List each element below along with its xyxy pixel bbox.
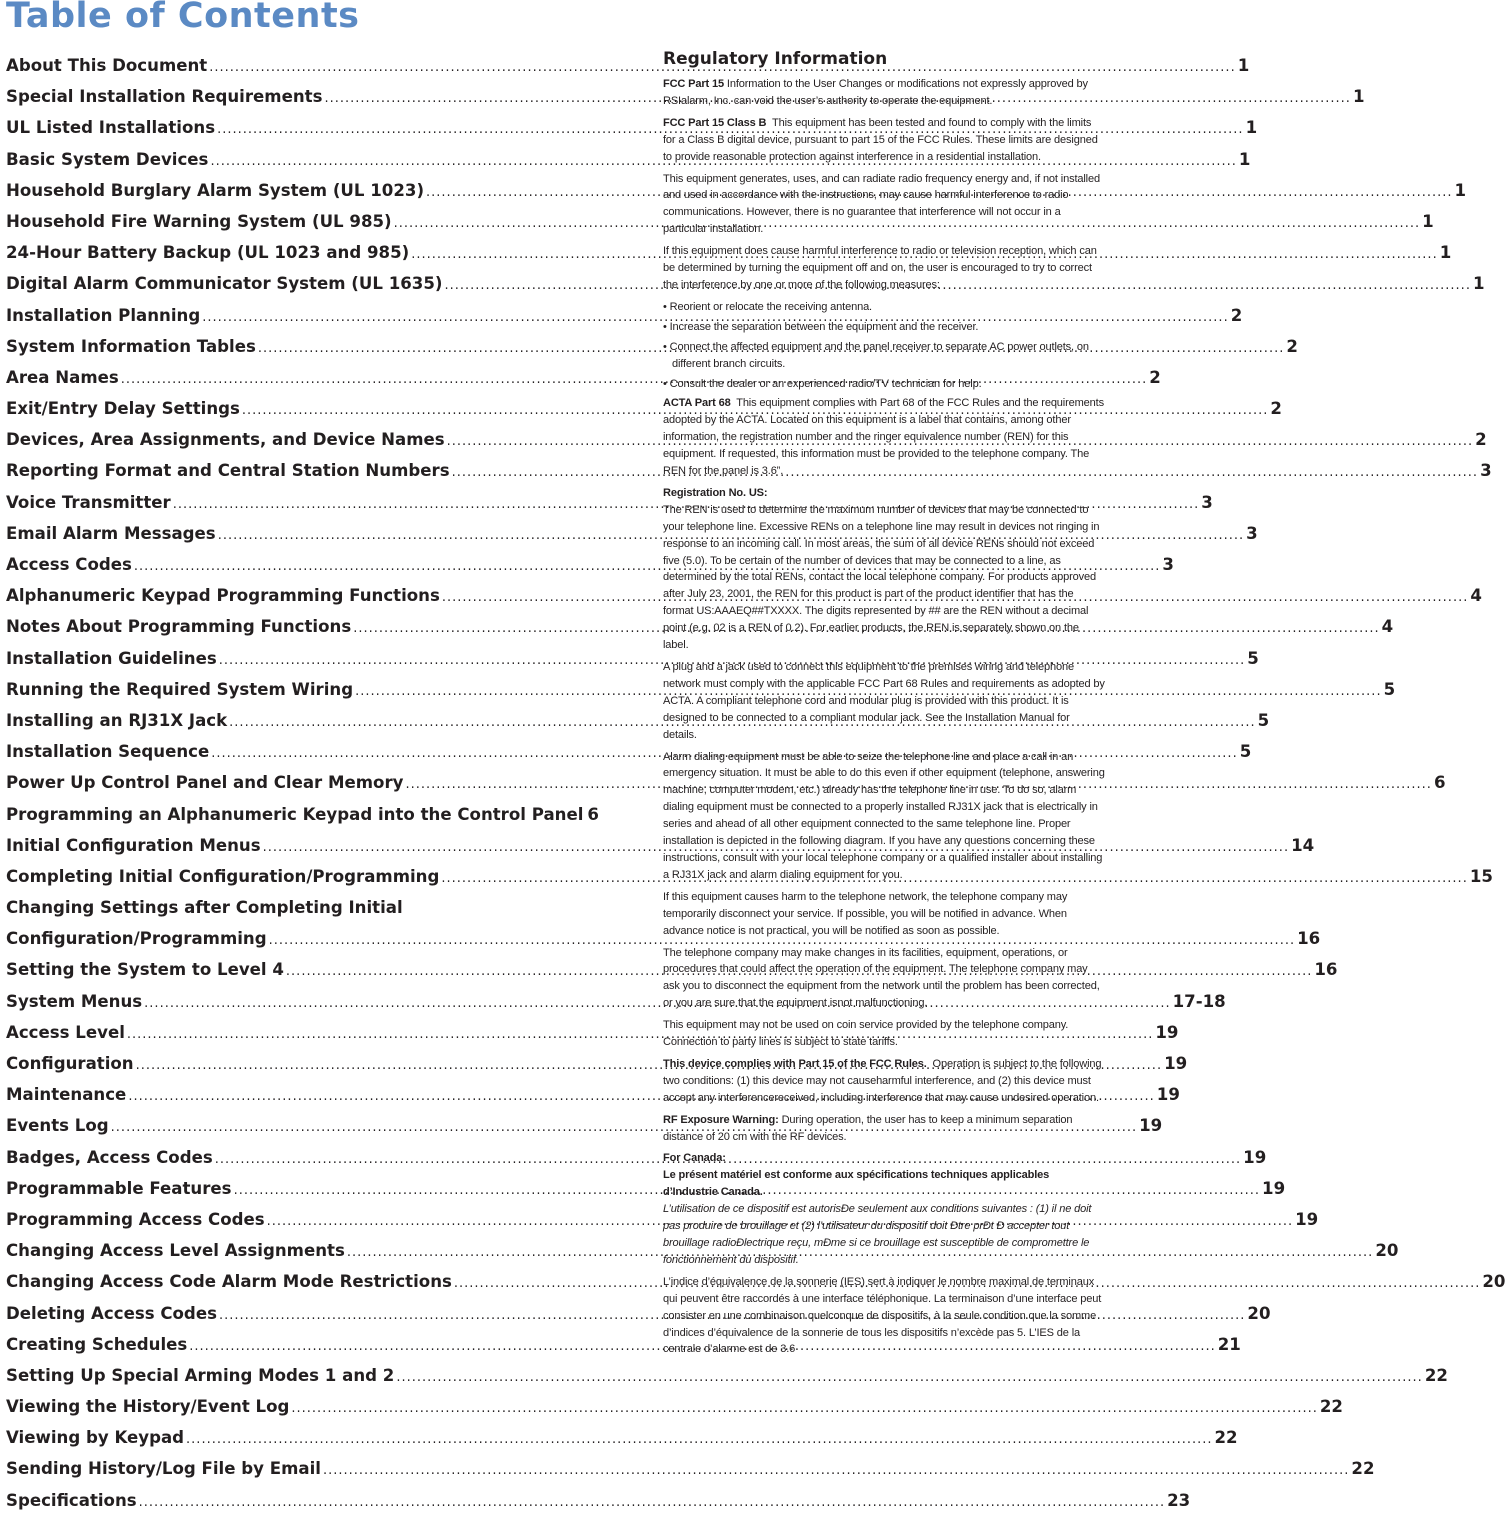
- paragraph-interference: If this equipment does cause harmful interference to radio or television reception, which can be determined by turning the equipment off and on, the user is encouraged to try to correct the interference by one or more of the following measures:: [663, 245, 1097, 291]
- toc-entry-page: 20: [1482, 1272, 1505, 1292]
- toc-entry-page: 5: [1257, 710, 1270, 730]
- toc-entry[interactable]: [6, 742, 1252, 773]
- toc-entry-title: Alphanumeric Keypad Programming Functions: [6, 586, 440, 606]
- toc-entry-page: 21: [1217, 1334, 1241, 1354]
- dot-leader: [396, 1370, 1422, 1385]
- toc-entry-page: 4: [1381, 617, 1394, 637]
- toc-entry[interactable]: [6, 1303, 1271, 1335]
- toc-entry-title: Installing an RJ31X Jack: [6, 710, 228, 730]
- toc-entry-page: 3: [1480, 461, 1492, 481]
- toc-entry-title: Installation Sequence: [6, 742, 210, 762]
- toc-entry-title: Programmable Features: [6, 1178, 232, 1198]
- toc-entry-page: 19: [1139, 1116, 1163, 1136]
- toc-entry-page: 1: [1439, 243, 1452, 263]
- paragraph-label: FCC Part 15: [663, 78, 724, 90]
- toc-entry-page: 14: [1291, 835, 1315, 855]
- toc-entry-page: 5: [1239, 742, 1252, 762]
- toc-entry-title: Programming Access Codes: [6, 1209, 265, 1229]
- paragraph-ies: L’indice d’équivalence de la sonnerie (IES) sert à indiquer le nombre maximal de terminaux qui peuvent être raccordés à une interface téléphonique. La terminaison d’une interface peut consister en une combinaison quelconque de dispositifs, à la seule condition que la somme d’indices d’équivalence de la sonnerie de tous les dispositifs n’excède pas 5. L’IES de la centrale d’alarme est de 3.6: [663, 1275, 1102, 1356]
- toc-entry-page: 3: [1162, 555, 1174, 574]
- toc-entry[interactable]: [6, 149, 1251, 181]
- bullet-item: • Connect the affected equipment and the panel receiver to separate AC power outlets, on different branch circuits.: [663, 340, 1089, 370]
- toc-entry[interactable]: [6, 430, 1487, 461]
- regulatory-information: [663, 46, 1105, 1363]
- toc-entry-page: 1: [1238, 149, 1251, 169]
- toc-entry-title: Changing Access Level Assignments: [6, 1241, 345, 1261]
- dot-leader: [323, 1463, 1349, 1478]
- toc-entry-page: 20: [1375, 1241, 1399, 1261]
- toc-entry-title: Initial Configuration Menus: [6, 835, 261, 855]
- dot-leader: [186, 1432, 1212, 1447]
- toc-entry-title: Changing Access Code Alarm Mode Restrictions: [6, 1272, 452, 1292]
- paragraph-company-changes: The telephone company may make changes in its facilities, equipment, operations, or procedures that could affect the operation of the equipment. The telephone company may ask you to disconnect the equipment from the network until the problem has been corrected, or you are sure that the equipment isnot malfunctioning.: [663, 946, 1100, 1010]
- toc-entry-page: 19: [1243, 1147, 1267, 1167]
- toc-entry-title: Setting Up Special Arming Modes 1 and 2: [6, 1365, 395, 1385]
- toc-entry-title: Configuration/Programming: [6, 929, 267, 949]
- toc-entry-page: 2: [1475, 430, 1487, 450]
- dot-leader: [139, 1495, 1165, 1510]
- dot-leader: [291, 1401, 1317, 1416]
- toc-entry-title: Area Names: [6, 367, 119, 387]
- toc-entry[interactable]: [6, 555, 1174, 586]
- paragraph-rf-energy: This equipment generates, uses, and can radiate radio frequency energy and, if not installed and used in accordance with the instructions, may cause harmful interference to radio communications. However, there is no guarantee that interference will not occur in a particular installation.: [663, 172, 1100, 236]
- toc-entry-page: 15: [1469, 866, 1493, 886]
- toc-entry-page: 1: [1245, 118, 1258, 138]
- paragraph-canada: [663, 1150, 1105, 1268]
- paragraph-label: This device complies with Part 15 of the FCC Rules.: [663, 1057, 927, 1070]
- toc-entry-page: 19: [1155, 1022, 1179, 1042]
- toc-entry-page: 16: [1297, 929, 1321, 949]
- toc-entry-title: Creating Schedules: [6, 1334, 188, 1354]
- toc-entry-title: Programming an Alphanumeric Keypad into the Control Panel: [6, 804, 584, 824]
- paragraph-text: The REN is used to determine the maximum number of devices that may be connected to your telephone line. Excessive RENs on a telephone line may result in devices not ringing in response to an incoming call. In most areas, the sum of all device RENs should not exceed five (5.0). To be certain of the number of devices that may be connected to a line, as determined by the total RENs, contact the local telephone company. For products approved after July 23, 2001, the REN for this product is part of the product identifier that has the format US:AAAEQ##TXXXX. The digits represented by ## are the REN without a decimal point (e.g. 02 is a REN of 0.2). For earlier products, the REN is separately shown on the label.: [663, 503, 1100, 652]
- toc-entry-title: Running the Required System Wiring: [6, 679, 354, 699]
- toc-entry-page: 6: [1433, 773, 1446, 793]
- toc-entry-page: 22: [1351, 1459, 1375, 1479]
- toc-entry[interactable]: [6, 1241, 1399, 1272]
- toc-entry-title: Basic System Devices: [6, 149, 209, 169]
- toc-entry-title: Exit/Entry Delay Settings: [6, 399, 240, 419]
- toc-entry-page: 2: [1230, 305, 1243, 325]
- toc-entry-title: System Menus: [6, 991, 143, 1011]
- toc-entry-title: Access Level: [6, 1022, 125, 1042]
- toc-entry[interactable]: [6, 1272, 1505, 1303]
- paragraph-text: This equipment has been tested and found to comply with the limits for a Class B digital device, pursuant to part 15 of the FCC Rules. These limits are designed to provide reasonable protection against interference in a residential installation.: [663, 116, 1098, 163]
- toc-entry[interactable]: [6, 898, 570, 929]
- toc-entry[interactable]: [6, 866, 1493, 898]
- toc-entry-title: Access Codes: [6, 555, 132, 574]
- section-heading: Regulatory Information: [663, 49, 888, 69]
- toc-entry[interactable]: [6, 211, 1434, 243]
- paragraph-label: RF Exposure Warning:: [663, 1113, 779, 1126]
- toc-entry[interactable]: [6, 773, 1446, 804]
- toc-entry-page: 1: [1237, 56, 1250, 75]
- toc-entry-title: Voice Transmitter: [6, 492, 171, 512]
- toc-entry-page: 5: [1383, 679, 1396, 699]
- toc-entry-title: Viewing by Keypad: [6, 1428, 185, 1448]
- toc-entry[interactable]: [6, 1428, 1238, 1459]
- paragraph-label: FCC Part 15 Class B: [663, 116, 767, 129]
- toc-entry-title: Configuration: [6, 1054, 134, 1073]
- paragraph-italic-text: L’utilisation de ce dispositif est autorisÐe seulement aux conditions suivantes : (1) il ne doit pas produire de brouillage et (2) l’utilisateur du dispositif doit Ðtre prÐt Ð accepter tout brouillage radioÐlectrique reçu, mÐme si ce brouillage est susceptible de compromettre le fonctionnement du dispositif.: [663, 1203, 1092, 1266]
- toc-entry[interactable]: [6, 1085, 1180, 1116]
- toc-entry-page: 1: [1352, 87, 1365, 107]
- paragraph-text: Information to the User Changes or modifications not expressly approved by RSIalarm, Inc. can void the user’s authority to operate the equipment.: [663, 78, 1088, 107]
- paragraph-acta: [663, 395, 1105, 480]
- paragraph-part-15-compliance: [663, 1056, 1105, 1107]
- toc-entry-page: 22: [1319, 1397, 1343, 1417]
- paragraph-alarm-dialing: Alarm dialing equipment must be able to seize the telephone line and place a call in an emergency situation. It must be able to do this even if other equipment (telephone, answering machine, computer modem, etc.) already has the telephone line in use. To do so, alarm dialing equipment must be connected to a properly installed RJ31X jack that is electrically in series and ahead of all other equipment connected to the same telephone line. Proper installation is depicted in the following diagram. If you have any questions concerning these instructions, consult with your local telephone company or a qualified installer about installing a RJ31X jack and alarm dialing equipment for you.: [663, 750, 1105, 881]
- toc-entry-title: Changing Settings after Completing Initial: [6, 898, 403, 918]
- toc-entry-page: 2: [1270, 399, 1282, 419]
- bullet-item: • Consult the dealer or an experienced radio/TV technician for help.: [663, 377, 982, 390]
- toc-entry[interactable]: [6, 835, 1315, 867]
- page-title: Table of Contents: [6, 0, 360, 36]
- toc-entry-page: 19: [1295, 1209, 1319, 1229]
- toc-entry[interactable]: [6, 929, 1321, 960]
- toc-entry[interactable]: [6, 710, 1270, 742]
- toc-entry-page: 5: [1247, 648, 1259, 668]
- toc-entry-title: Specifications: [6, 1490, 137, 1510]
- toc-entry-page: 6: [587, 804, 599, 824]
- toc-entry-title: Setting the System to Level 4: [6, 960, 284, 980]
- toc-entry-title: Digital Alarm Communicator System (UL 1635): [6, 274, 443, 294]
- paragraph-fcc-class-b: [663, 115, 1105, 166]
- toc-entry-page: 19: [1164, 1054, 1188, 1073]
- toc-entry-title: Sending History/Log File by Email: [6, 1459, 321, 1479]
- toc-entry-title: Power Up Control Panel and Clear Memory: [6, 773, 404, 793]
- toc-entry[interactable]: [6, 648, 1259, 680]
- toc-entry-page: 22: [1214, 1428, 1238, 1448]
- toc-entry[interactable]: [6, 523, 1258, 555]
- toc-entry-page: 19: [1262, 1178, 1286, 1198]
- paragraph-fcc-part-15: [663, 76, 1105, 110]
- paragraph-label: For Canada:: [663, 1152, 726, 1165]
- paragraph-text: During operation, the user has to keep a minimum separation distance of 20 cm with the RF devices.: [663, 1113, 1073, 1143]
- toc-entry[interactable]: [6, 1397, 1343, 1428]
- toc-entry-title: About This Document: [6, 56, 208, 75]
- toc-entry[interactable]: [6, 804, 599, 836]
- paragraph-bold-text: Le présent matériel est conforme aux spécifications techniques applicables d’Industrie Canada.: [663, 1169, 1050, 1199]
- toc-entry-page: 2: [1286, 336, 1298, 356]
- toc-entry-title: Notes About Programming Functions: [6, 617, 352, 637]
- toc-entry-title: System Information Tables: [6, 336, 256, 356]
- paragraph-network-harm: If this equipment causes harm to the telephone network, the telephone company may temporarily disconnect your service. If possible, you will be notified in advance. When advance notice is not practical, you will be notified as soon as possible.: [663, 890, 1068, 937]
- paragraph-text: This equipment complies with Part 68 of the FCC Rules and the requirements adopted by the ACTA. Located on this equipment is a label that contains, among other information, the registration number and the ringer equivalence number (REN) for this equipment. If requested, this information must be provided to the telephone company. The REN for the panel is 3.6”.: [663, 397, 1104, 478]
- toc-entry-title: Badges, Access Codes: [6, 1147, 213, 1167]
- toc-entry-title: UL Listed Installations: [6, 118, 216, 138]
- toc-entry[interactable]: [6, 1334, 1241, 1366]
- toc-entry[interactable]: [6, 617, 1394, 648]
- toc-entry[interactable]: [6, 274, 1485, 305]
- toc-entry-title: Special Installation Requirements: [6, 87, 323, 107]
- toc-entry-title: Installation Guidelines: [6, 648, 217, 668]
- toc-entry-page: 19: [1156, 1085, 1180, 1105]
- toc-entry-title: Completing Initial Configuration/Programming: [6, 866, 440, 886]
- paragraph-label: Registration No. US:: [663, 486, 768, 499]
- toc-entry[interactable]: [6, 1365, 1448, 1397]
- toc-entry[interactable]: [6, 960, 1338, 991]
- toc-entry-title: Installation Planning: [6, 305, 201, 325]
- toc-entry-page: 1: [1454, 180, 1467, 200]
- toc-entry-title: Email Alarm Messages: [6, 523, 216, 543]
- toc-entry[interactable]: [6, 1490, 1191, 1522]
- paragraph-coin-service: This equipment may not be used on coin service provided by the telephone company. Connection to party lines is subject to state tariffs.: [663, 1019, 1069, 1049]
- toc-entry-title: Maintenance: [6, 1085, 127, 1105]
- toc-entry[interactable]: [6, 679, 1396, 711]
- toc-entry-title: Deleting Access Codes: [6, 1303, 217, 1323]
- toc-entry-page: 3: [1201, 492, 1213, 512]
- bullet-item: • Increase the separation between the equipment and the receiver.: [663, 320, 979, 333]
- toc-entry-title: 24-Hour Battery Backup (UL 1023 and 985): [6, 243, 410, 263]
- toc-entry-title: Household Fire Warning System (UL 985): [6, 211, 392, 231]
- toc-entry-title: Reporting Format and Central Station Numbers: [6, 461, 450, 481]
- bullet-item: • Reorient or relocate the receiving antenna.: [663, 300, 872, 313]
- toc-entry[interactable]: [6, 991, 1226, 1023]
- toc-entry-page: 16: [1314, 960, 1338, 980]
- toc-entry-title: Viewing the History/Event Log: [6, 1397, 290, 1417]
- toc-entry-page: 1: [1422, 211, 1434, 231]
- toc-entry[interactable]: [6, 461, 1492, 492]
- toc-entry-title: Events Log: [6, 1116, 109, 1136]
- toc-entry-title: Household Burglary Alarm System (UL 1023): [6, 180, 425, 200]
- toc-entry-title: Devices, Area Assignments, and Device Names: [6, 430, 445, 450]
- toc-entry-page: 4: [1470, 586, 1482, 606]
- toc-entry[interactable]: [6, 1459, 1375, 1490]
- paragraph-ren: [663, 485, 1105, 654]
- paragraph-rf-exposure: [663, 1112, 1105, 1146]
- paragraph-plug-jack: A plug and a jack used to connect this equipment to the premises wiring and telephone network must comply with the applicable FCC Part 68 Rules and requirements as adopted by ACTA. A compliant telephone cord and modular plug is provided with this product. It is designed to be connected to a compliant modular jack. See the Installation Manual for details.: [663, 661, 1105, 741]
- toc-entry-page: 20: [1247, 1303, 1271, 1323]
- paragraph-text: Operation is subject to the following two conditions: (1) this device may not causeharmful interference, and (2) this device must accept any interferencereceived, including interference that may cause undesired operation.: [663, 1057, 1102, 1104]
- toc-entry-page: 22: [1424, 1365, 1448, 1385]
- toc-entry[interactable]: [6, 586, 1482, 617]
- toc-entry-page: 2: [1149, 367, 1161, 387]
- toc-entry-page: 1: [1472, 274, 1485, 294]
- paragraph-label: ACTA Part 68: [663, 397, 731, 410]
- toc-entry-page: 23: [1167, 1490, 1191, 1510]
- toc-entry-page: 3: [1246, 523, 1258, 543]
- toc-entry-page: 17-18: [1172, 991, 1226, 1011]
